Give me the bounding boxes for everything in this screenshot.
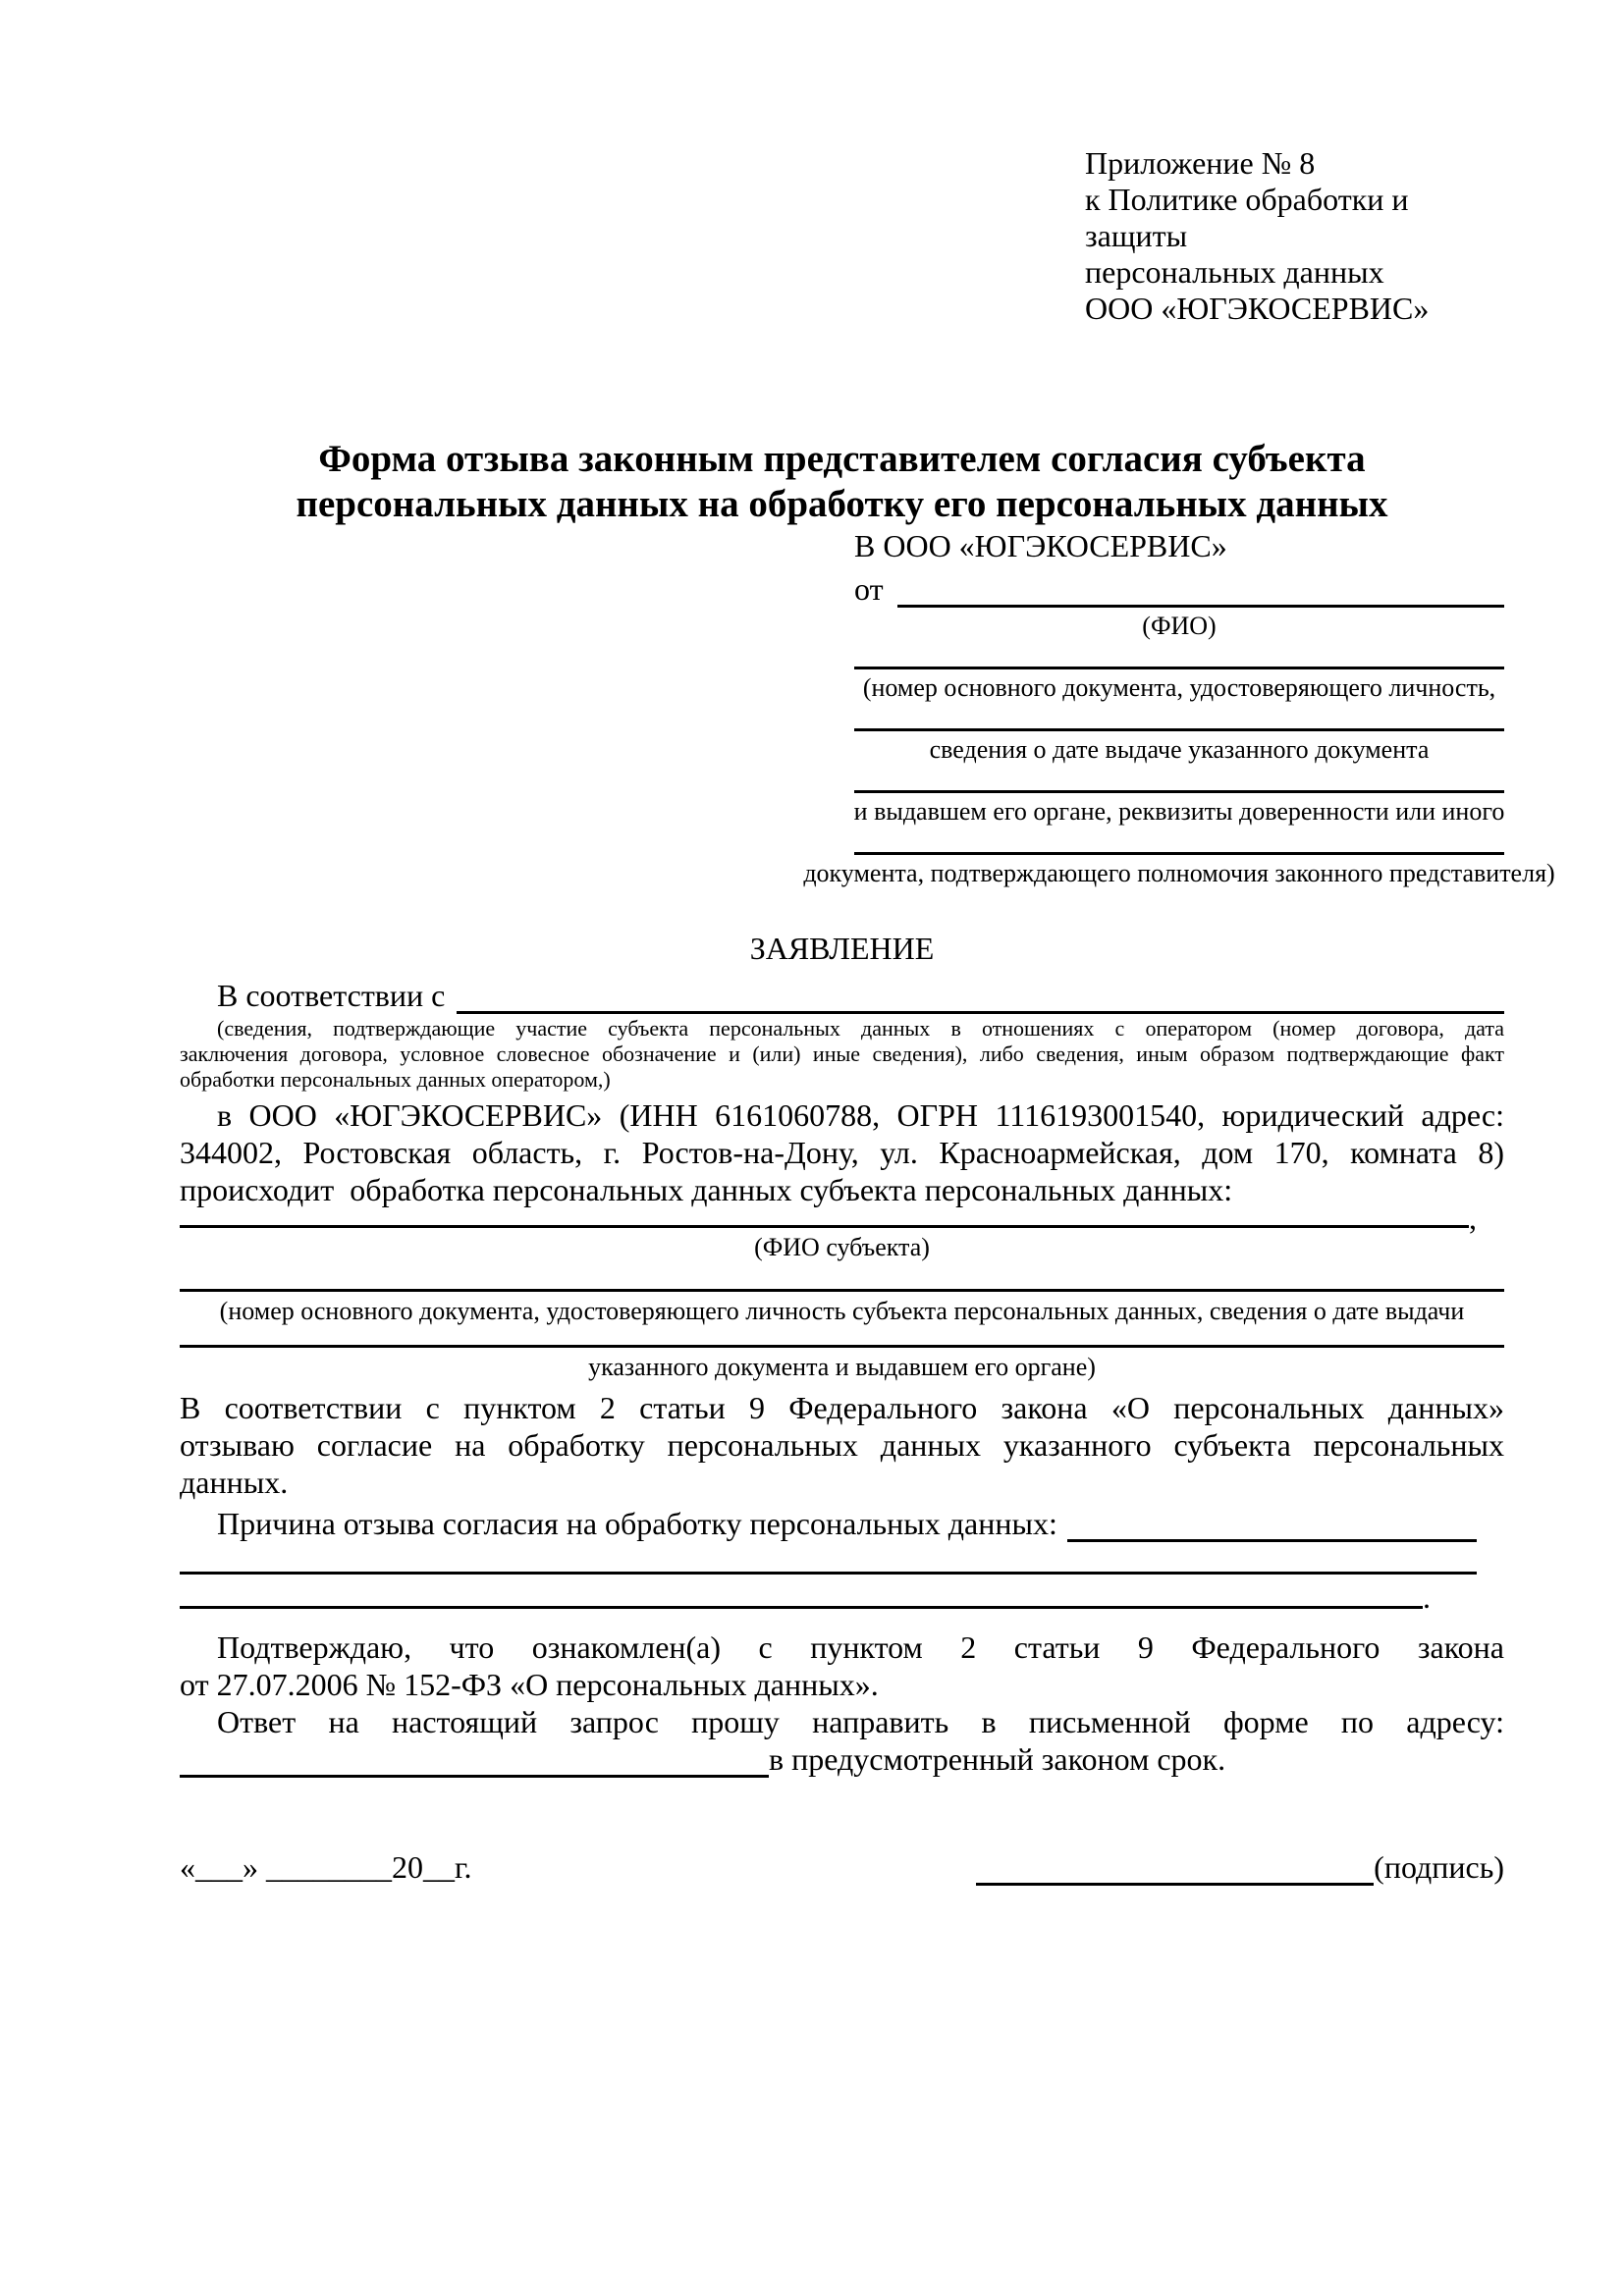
blank-line	[854, 728, 1504, 731]
fio-caption: (ФИО)	[1142, 612, 1217, 640]
signature-row	[180, 1848, 1504, 1886]
header-line: персональных данных	[1085, 254, 1384, 290]
title-line-2: персональных данных на обработку его персональных данных	[296, 483, 1388, 525]
date-blank: «___» ________20__г.	[180, 1849, 472, 1885]
confirm-paragraph	[180, 1629, 1504, 1703]
blank-line	[180, 1345, 1504, 1348]
signature-block	[976, 1848, 1504, 1886]
operator-line: в ООО «ЮГЭКОСЕРВИС» (ИНН 6161060788, ОГРН 1116193001540, юридический адрес:	[217, 1097, 1504, 1133]
reason-blank-row-2	[180, 1579, 1431, 1615]
from-label: от	[854, 571, 884, 607]
blank-line	[180, 1289, 1504, 1292]
blank-line	[854, 790, 1504, 793]
header-line: Приложение № 8	[1085, 145, 1316, 181]
subject-fio-blank-row	[180, 1201, 1477, 1236]
subject-doc-caption-1: (номер основного документа, удостоверяющего личность субъекта персональных данных, сведения о дате выдачи	[219, 1297, 1465, 1325]
reason-blank-line	[1067, 1539, 1477, 1542]
fine-print-line: обработки персональных данных оператором,)	[180, 1067, 611, 1092]
confirm-line: от 27.07.2006 № 152-ФЗ «О персональных данных».	[180, 1667, 879, 1702]
withdraw-line: В соответствии с пунктом 2 статьи 9 Федерального закона «О персональных данных»	[180, 1390, 1504, 1425]
opening-label: В соответствии с	[217, 978, 446, 1013]
statement-opening-row	[180, 977, 1504, 1014]
from-field-row	[854, 570, 1504, 608]
withdraw-paragraph	[180, 1389, 1504, 1501]
reason-label: Причина отзыва согласия на обработку персональных данных:	[217, 1506, 1057, 1541]
blank-line	[180, 1572, 1477, 1575]
statement-heading: ЗАЯВЛЕНИЕ	[749, 931, 935, 966]
withdraw-line: данных.	[180, 1465, 289, 1500]
operator-line: 344002, Ростовская область, г. Ростов-на-Дону, ул. Красноармейская, дом 170, комната 8)	[180, 1135, 1504, 1170]
fine-print-block	[180, 1016, 1504, 1093]
reply-tail: в предусмотренный законом срок.	[769, 1741, 1226, 1777]
document-title	[180, 437, 1504, 527]
header-line: ООО «ЮГЭКОСЕРВИС»	[1085, 291, 1430, 326]
opening-blank-line	[457, 1011, 1504, 1014]
operator-line: происходит обработка персональных данных субъекта персональных данных:	[180, 1172, 1233, 1207]
subject-fio-caption: (ФИО субъекта)	[754, 1233, 930, 1261]
doc-caption-2: сведения о дате выдаче указанного документа	[929, 735, 1430, 764]
blank-line	[854, 667, 1504, 669]
confirm-line: Подтверждаю, что ознакомлен(а) с пунктом 2 статьи 9 Федерального закона	[217, 1629, 1504, 1665]
signature-caption: (подпись)	[1374, 1849, 1504, 1885]
from-blank-line	[897, 605, 1504, 608]
operator-paragraph	[180, 1096, 1504, 1208]
blank-line	[854, 852, 1504, 855]
reply-line: Ответ на настоящий запрос прошу направить в письменной форме по адресу:	[217, 1704, 1504, 1739]
trailing-comma: ,	[1469, 1201, 1477, 1236]
fine-print-line: (сведения, подтверждающие участие субъекта персональных данных в отношениях с оператором (номер договора, дата	[217, 1016, 1504, 1041]
withdraw-line: отзываю согласие на обработку персональных данных указанного субъекта персональных	[180, 1427, 1504, 1463]
reply-address-row	[180, 1740, 1504, 1778]
fine-print-line: заключения договора, условное словесное обозначение и (или) иные сведения), либо сведения, иным образом подтверждающие факт	[180, 1041, 1504, 1066]
address-blank-line	[180, 1775, 769, 1778]
header-reference	[1085, 145, 1504, 327]
subject-fio-blank-line	[180, 1225, 1469, 1228]
addressee-block	[803, 527, 1555, 888]
signature-blank-line	[976, 1883, 1374, 1886]
title-line-1: Форма отзыва законным представителем согласия субъекта	[318, 438, 1366, 480]
reason-row	[180, 1505, 1477, 1542]
subject-doc-caption-2: указанного документа и выдавшем его органе)	[588, 1353, 1096, 1381]
doc-caption-4: документа, подтверждающего полномочия законного представителя)	[803, 859, 1555, 887]
addressee-organization: В ООО «ЮГЭКОСЕРВИС»	[854, 528, 1227, 563]
doc-caption-3: и выдавшем его органе, реквизиты доверенности или иного	[853, 797, 1505, 826]
header-line: к Политике обработки и защиты	[1085, 182, 1409, 253]
trailing-period: .	[1423, 1579, 1431, 1615]
blank-line	[180, 1606, 1423, 1609]
doc-caption-1: (номер основного документа, удостоверяющего личность,	[862, 673, 1496, 702]
